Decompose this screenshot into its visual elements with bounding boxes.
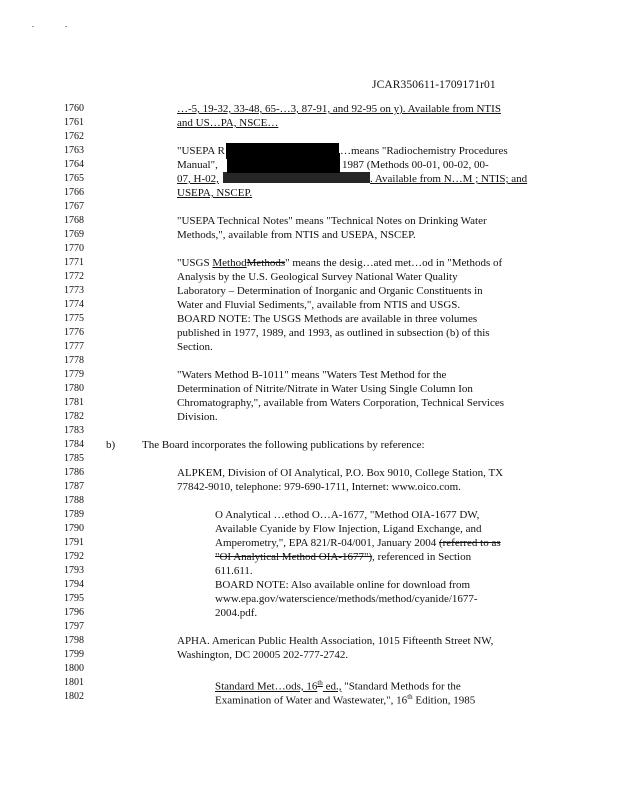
line-number: 1763 <box>64 145 84 156</box>
line-number: 1802 <box>64 691 84 702</box>
inserted-text: Method <box>212 257 247 269</box>
line-number: 1800 <box>64 663 84 674</box>
text-span: Analysis by the U.S. Geological Survey National Water Quality <box>177 271 458 283</box>
text-line <box>177 116 278 130</box>
line-number: 1777 <box>64 341 84 352</box>
line-number: 1788 <box>64 495 84 506</box>
text-line <box>177 186 252 200</box>
line-number: 1798 <box>64 635 84 646</box>
text-span: "USGS <box>177 257 213 269</box>
text-line <box>177 480 461 494</box>
inserted-text: USEPA, NSCEP. <box>177 187 253 199</box>
line-number: 1771 <box>64 257 84 268</box>
line-number: 1773 <box>64 285 84 296</box>
text-span: "Waters Method B-1011" means "Waters Test Method for the <box>177 369 447 381</box>
inserted-text: Standard Met…ods, 16 <box>215 680 318 693</box>
inserted-text: 07, H-02, <box>177 173 219 185</box>
text-span: Water and Fluvial Sediments,", available from NTIS and USGS. <box>177 299 461 311</box>
text-line <box>177 144 225 158</box>
text-line <box>215 690 475 708</box>
text-span: 611.611. <box>215 565 253 577</box>
text-line <box>177 466 503 480</box>
line-number: 1793 <box>64 565 84 576</box>
inserted-text: and US…PA, NSCE… <box>177 117 279 129</box>
deleted-text: "OI Analytical Method OIA-1677") <box>215 551 373 563</box>
text-span: Methods,", available from NTIS and USEPA, NSCEP. <box>177 229 416 241</box>
text-line <box>177 102 501 116</box>
line-number: 1770 <box>64 243 84 254</box>
line-number: 1782 <box>64 411 84 422</box>
line-number: 1797 <box>64 621 84 632</box>
text-line <box>177 410 218 424</box>
text-span: Section. <box>177 341 213 353</box>
text-line <box>177 284 483 298</box>
line-number: 1766 <box>64 187 84 198</box>
text-line <box>215 592 478 606</box>
line-number: 1785 <box>64 453 84 464</box>
line-number: 1779 <box>64 369 84 380</box>
text-line <box>370 172 527 186</box>
text-span: BOARD NOTE: Also available online for download from <box>215 579 471 591</box>
text-span: b) <box>106 439 116 451</box>
text-span: 2004.pdf. <box>215 607 258 619</box>
line-number: 1781 <box>64 397 84 408</box>
text-line <box>177 340 213 354</box>
text-line <box>177 298 460 312</box>
text-span: Manual", <box>177 159 218 171</box>
line-number: 1780 <box>64 383 84 394</box>
text-line <box>177 228 416 242</box>
line-number: 1775 <box>64 313 84 324</box>
line-number: 1765 <box>64 173 84 184</box>
text-span: …means "Radiochemistry Procedures <box>340 145 508 157</box>
line-number: 1786 <box>64 467 84 478</box>
line-number: 1784 <box>64 439 84 450</box>
subsection-label <box>106 438 115 452</box>
text-span: Edition, 1985 <box>412 694 476 707</box>
line-number: 1791 <box>64 537 84 548</box>
text-line <box>215 550 471 564</box>
text-line <box>177 382 473 396</box>
inserted-text: ed., <box>322 680 342 693</box>
text-span: published in 1977, 1989, and 1993, as outlined in subsection (b) of this <box>177 327 490 339</box>
text-line <box>177 648 348 662</box>
text-line <box>215 606 257 620</box>
text-span: The Board incorporates the following publications by reference: <box>142 439 425 451</box>
line-number: 1764 <box>64 159 84 170</box>
text-line <box>177 214 487 228</box>
text-span: 77842-9010, telephone: 979-690-1711, Internet: www.oico.com. <box>177 481 461 493</box>
line-number: 1801 <box>64 677 84 688</box>
line-number: 1792 <box>64 551 84 562</box>
text-line <box>142 438 425 452</box>
line-number: 1787 <box>64 481 84 492</box>
text-span: Available Cyanide by Flow Injection, Ligand Exchange, and <box>215 523 482 535</box>
text-span: BOARD NOTE: The USGS Methods are available in three volumes <box>177 313 478 325</box>
text-span: , referenced in Section <box>372 551 472 563</box>
text-span: 1987 (Methods 00-01, 00-02, 00- <box>342 159 489 171</box>
line-number: 1778 <box>64 355 84 366</box>
text-span: Washington, DC 20005 202-777-2742. <box>177 649 349 661</box>
text-span: Chromatography,", available from Waters Corporation, Technical Services <box>177 397 505 409</box>
text-span: " means the desig…ated met…od in "Methods of <box>285 257 503 269</box>
text-span: Laboratory – Determination of Inorganic and Organic Constituents in <box>177 285 483 297</box>
text-span: APHA. American Public Health Association, 1015 Fifteenth Street NW, <box>177 635 494 647</box>
text-span: www.epa.gov/waterscience/methods/method/cyanide/1677- <box>215 593 478 605</box>
deleted-text: Methods <box>246 257 286 269</box>
text-line <box>340 144 508 158</box>
text-span: "Standard Methods for the <box>341 680 461 693</box>
scan-mark <box>32 26 34 27</box>
document-code: JCAR350611-1709171r01 <box>372 79 496 91</box>
line-number: 1762 <box>64 131 84 142</box>
superscript: th <box>407 693 413 701</box>
redaction-block <box>227 153 340 173</box>
line-number: 1794 <box>64 579 84 590</box>
text-line <box>215 522 481 536</box>
text-line <box>177 396 504 410</box>
line-number: 1769 <box>64 229 84 240</box>
text-span: Amperometry,", EPA 821/R-04/001, January 2004 <box>215 537 439 549</box>
redaction-block <box>223 172 370 183</box>
text-line <box>215 564 253 578</box>
text-span: Division. <box>177 411 218 423</box>
text-line <box>177 270 458 284</box>
text-line <box>177 326 490 340</box>
inserted-text: …-5, 19-32, 33-48, 65-…3, 87-91, and 92-95 on y). Available from NTIS <box>177 103 501 115</box>
text-span: Examination of Water and Wastewater,", 16 <box>215 694 408 707</box>
line-number: 1789 <box>64 509 84 520</box>
line-number: 1799 <box>64 649 84 660</box>
text-span: Determination of Nitrite/Nitrate in Water Using Single Column Ion <box>177 383 473 395</box>
text-line <box>177 634 493 648</box>
text-span: O Analytical …ethod O…A-1677, "Method OIA-1677 DW, <box>215 509 480 521</box>
text-line <box>215 536 501 550</box>
text-line <box>177 368 446 382</box>
text-line <box>177 172 219 186</box>
line-number: 1796 <box>64 607 84 618</box>
line-number: 1783 <box>64 425 84 436</box>
text-line <box>177 158 218 172</box>
text-line <box>215 578 470 592</box>
text-line <box>342 158 489 172</box>
deleted-text: (referred to as <box>438 537 501 549</box>
text-span: ALPKEM, Division of OI Analytical, P.O. Box 9010, College Station, TX <box>177 467 504 479</box>
text-span: "USEPA R <box>177 145 225 157</box>
line-number: 1767 <box>64 201 84 212</box>
scan-mark <box>65 26 67 27</box>
line-number: 1760 <box>64 103 84 114</box>
inserted-text: . Available from N…M ; NTIS; and <box>370 173 528 185</box>
line-number: 1795 <box>64 593 84 604</box>
line-number: 1790 <box>64 523 84 534</box>
line-number: 1761 <box>64 117 84 128</box>
line-number: 1776 <box>64 327 84 338</box>
text-span: "USEPA Technical Notes" means "Technical Notes on Drinking Water <box>177 215 487 227</box>
line-number: 1772 <box>64 271 84 282</box>
line-number: 1774 <box>64 299 84 310</box>
text-line <box>177 312 477 326</box>
text-line <box>215 508 479 522</box>
text-line <box>177 256 502 270</box>
superscript: th <box>317 679 323 687</box>
line-number: 1768 <box>64 215 84 226</box>
